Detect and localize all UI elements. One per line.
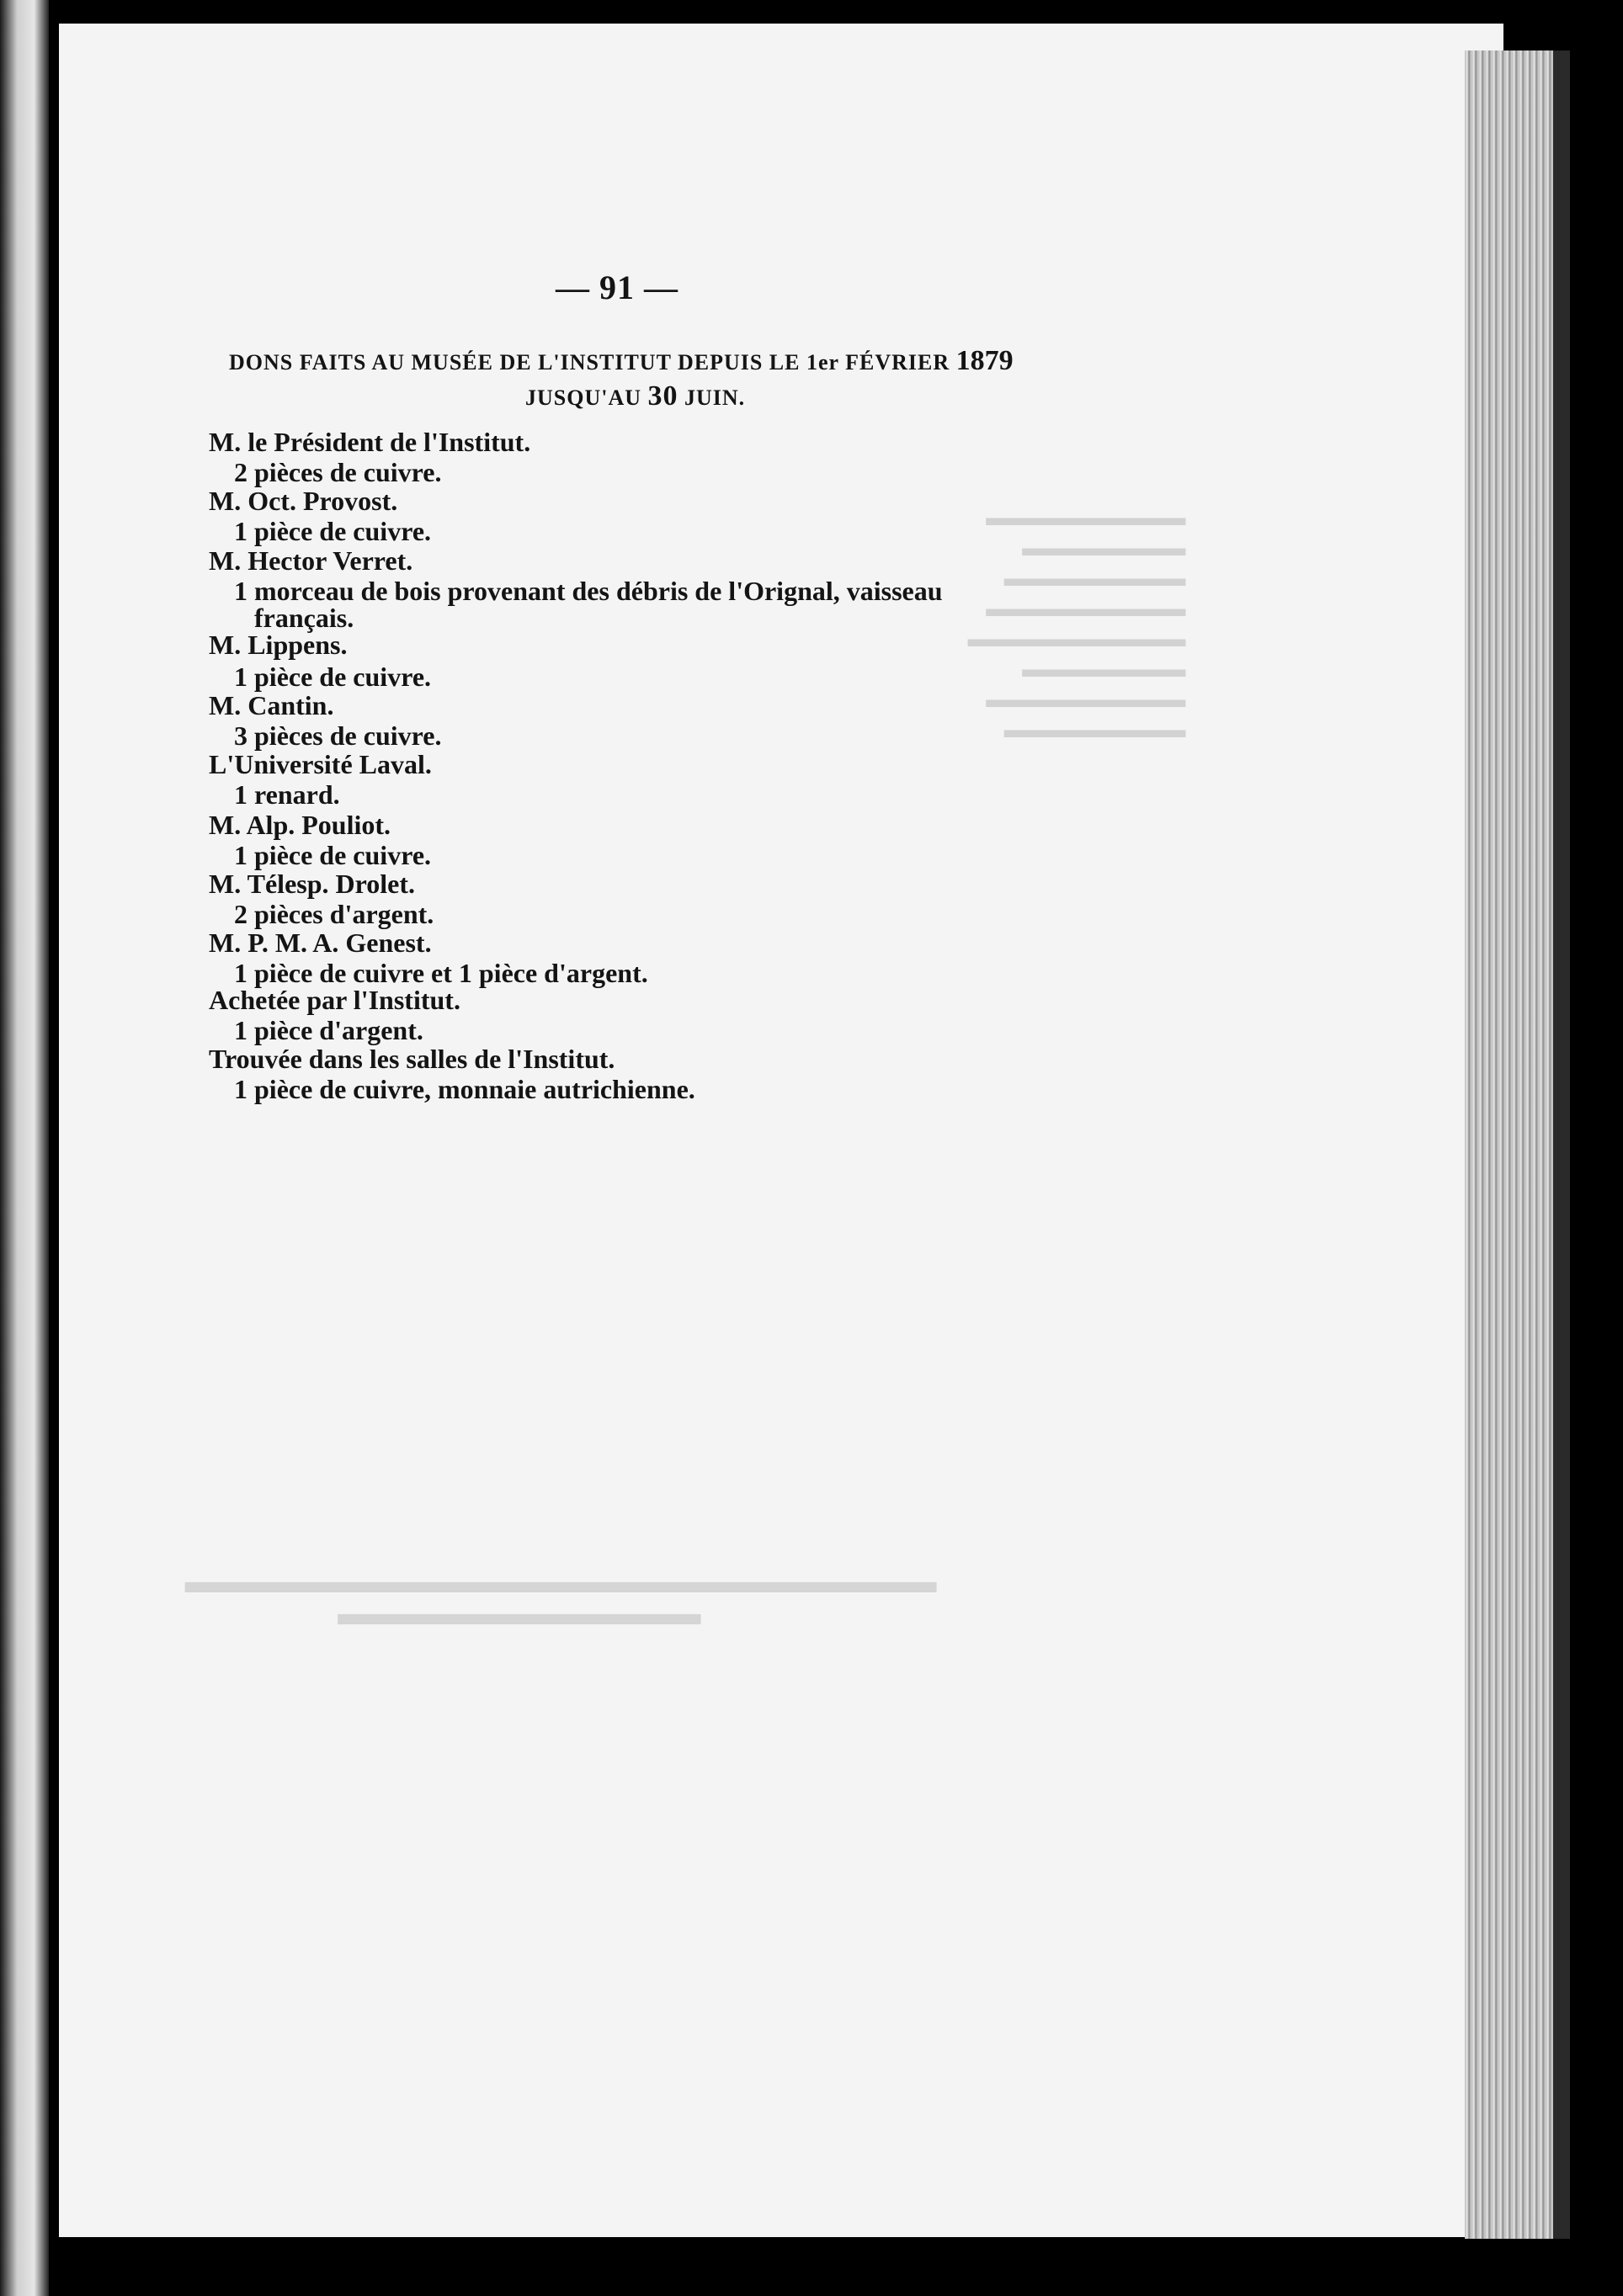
donor-line: M. P. M. A. Genest. xyxy=(209,927,432,958)
page-edges xyxy=(1465,50,1566,2239)
donation-item: 1 pièce de cuivre, monnaie autrichienne. xyxy=(234,1074,695,1104)
donation-item: 3 pièces de cuivre. xyxy=(234,720,442,751)
bleed-through-column-right: ▂▂▂▂▂▂▂▂▂▂▂ ▂▂▂▂▂▂▂▂▂ ▂▂▂▂▂▂▂▂▂▂ ▂▂▂▂▂▂▂▂▂▂▂ ▂▂▂▂▂▂▂▂▂▂▂▂ ▂▂▂▂▂▂▂▂▂ ▂▂▂▂▂▂▂▂▂▂▂ ▂▂▂▂▂▂▂▂▂▂ xyxy=(968,497,1186,737)
heading-line-2 xyxy=(525,380,745,412)
donation-item: 1 renard. xyxy=(234,779,340,810)
heading-line-2-suffix: JUIN. xyxy=(684,385,746,410)
donation-item: 1 pièce d'argent. xyxy=(234,1015,423,1045)
donor-line: M. Oct. Provost. xyxy=(209,486,398,516)
heading-day: 30 xyxy=(647,380,678,412)
page-edges-shadow xyxy=(1553,50,1570,2239)
donor-line: M. Lippens. xyxy=(209,630,348,660)
donor-line: L'Université Laval. xyxy=(209,749,432,779)
binding-edge-left xyxy=(0,0,49,2296)
donation-item: 1 pièce de cuivre et 1 pièce d'argent. xyxy=(234,958,648,988)
donor-line: M. le Président de l'Institut. xyxy=(209,427,531,457)
bleed-through-lower: ▂▂▂▂▂▂▂▂▂▂▂▂▂▂▂▂▂▂▂▂▂▂▂▂▂▂▂▂▂ ▂▂▂▂▂▂▂▂▂▂▂▂▂▂ xyxy=(185,1554,937,1624)
donation-item: 1 morceau de bois provenant des débris de l'Orignal, vaisseau xyxy=(234,576,943,606)
heading-line-1-text: DONS FAITS AU MUSÉE DE L'INSTITUT DEPUIS LE 1er FÉVRIER xyxy=(229,350,950,375)
donation-item: 1 pièce de cuivre. xyxy=(234,662,432,692)
donor-line: M. Cantin. xyxy=(209,690,334,720)
heading-year: 1879 xyxy=(955,345,1014,376)
donor-line: M. Hector Verret. xyxy=(209,545,413,576)
donation-item-continuation: français. xyxy=(254,603,354,633)
page-number: — 91 — xyxy=(556,268,678,306)
donor-line: M. Télesp. Drolet. xyxy=(209,869,415,899)
donor-line: Achetée par l'Institut. xyxy=(209,985,460,1015)
donation-item: 2 pièces d'argent. xyxy=(234,899,434,929)
heading-line-2-prefix: JUSQU'AU xyxy=(525,385,642,410)
heading-line-1 xyxy=(229,345,1014,377)
donor-line: Trouvée dans les salles de l'Institut. xyxy=(209,1044,615,1074)
donor-line: M. Alp. Pouliot. xyxy=(209,810,391,840)
donation-item: 1 pièce de cuivre. xyxy=(234,840,432,870)
donation-item: 2 pièces de cuivre. xyxy=(234,457,442,487)
donation-item: 1 pièce de cuivre. xyxy=(234,516,432,546)
